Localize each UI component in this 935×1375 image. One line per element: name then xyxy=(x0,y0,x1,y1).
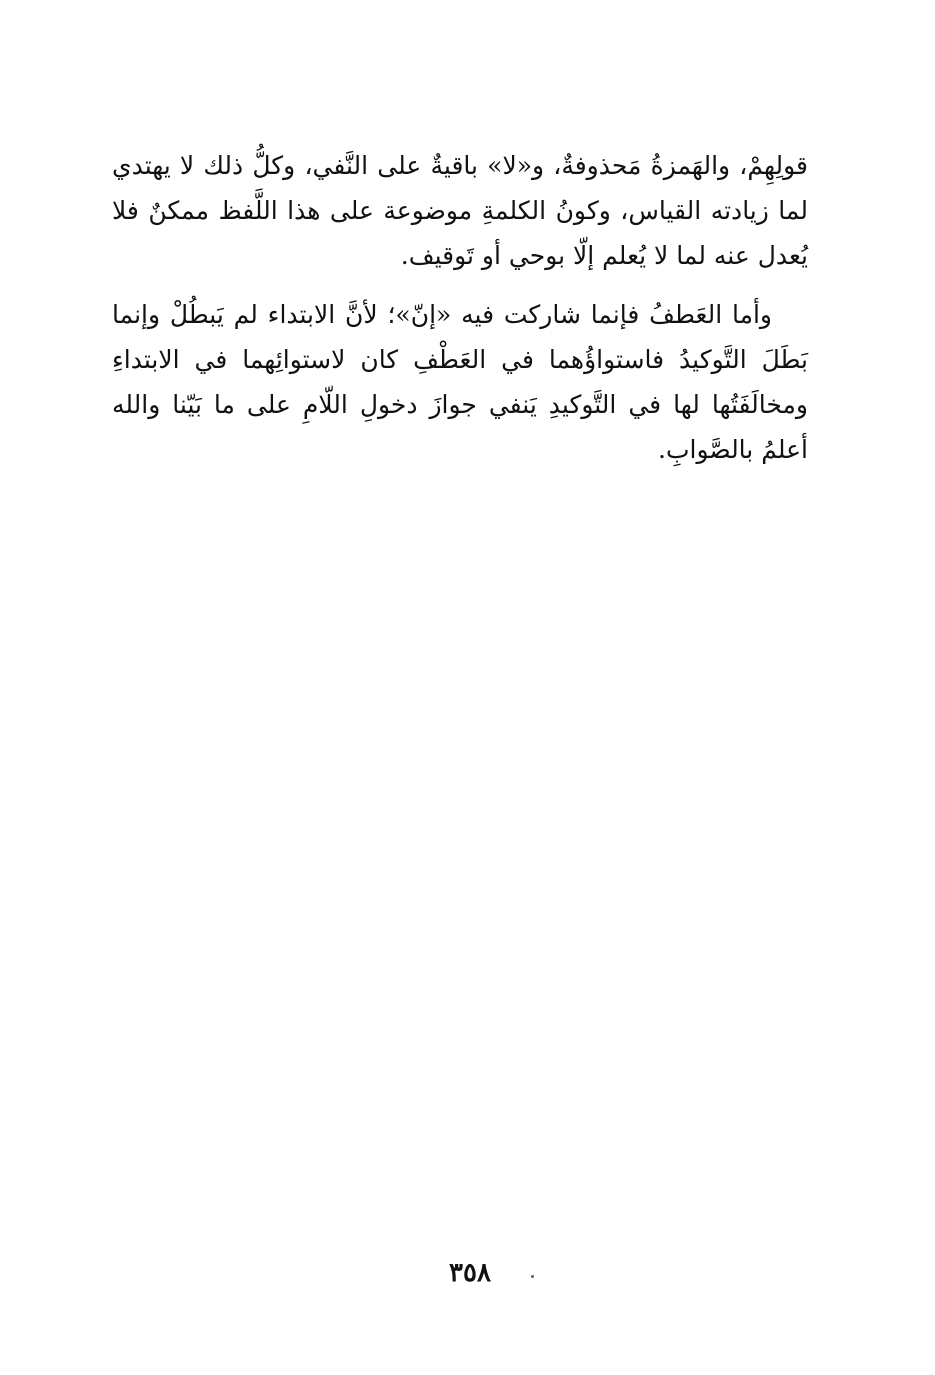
paragraph-1: قولِهِمْ، والهَمزةُ مَحذوفةٌ، و«لا» باقيةٌ على النَّفي، وكلُّ ذلك لا يهتدي لما زيادته القياس، وكونُ الكلمةِ موضوعة على هذا اللَّفظ ممكنٌ فلا يُعدل عنه لما لا يُعلم إلّا بوحي أو تَوقيف. xyxy=(112,151,808,270)
scan-speck xyxy=(531,1275,534,1278)
paragraph-2: وأما العَطفُ فإنما شاركت فيه «إنّ»؛ لأنَّ الابتداء لم يَبطُلْ وإنما بَطَلَ التَّوكيدُ فاستواؤُهما في العَطْفِ كان لاستوائِهما في الابتداءِ ومخالَفَتُها لها في التَّوكيدِ يَنفي جوازَ دخولِ اللّامِ على ما بَيّنا والله أعلمُ بالصَّوابِ. xyxy=(112,300,808,464)
page-number: ٣٥٨ xyxy=(449,1258,491,1288)
body-text xyxy=(112,143,808,472)
